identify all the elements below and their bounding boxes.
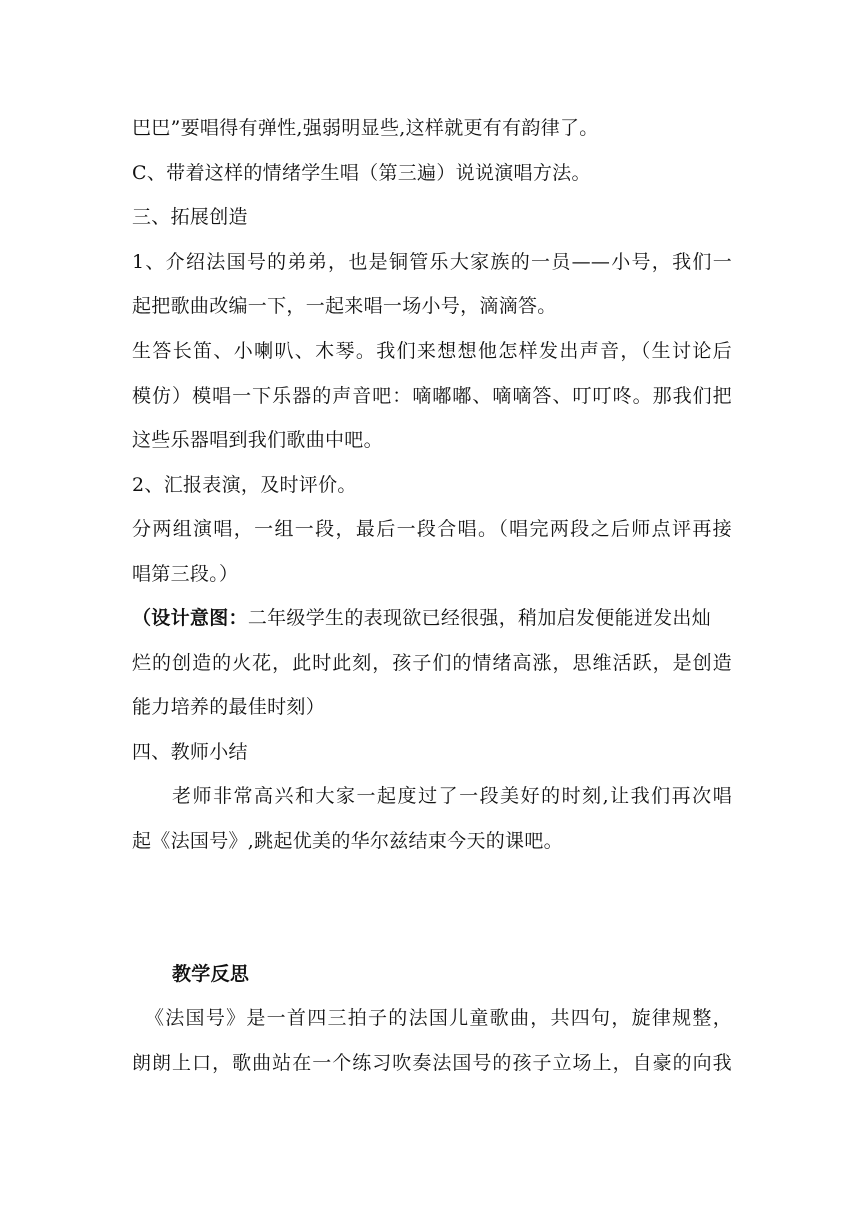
design-intent-line: [132, 605, 732, 631]
paragraph-line: 模仿）模唱一下乐器的声音吧：嘀嘟嘟、嘀嘀答、叮叮咚。那我们把: [132, 385, 732, 407]
paragraph-line: 朗朗上口，歌曲站在一个练习吹奏法国号的孩子立场上，自豪的向我: [132, 1052, 732, 1074]
design-intent-label: （设计意图：: [132, 607, 248, 629]
paragraph-line: 起把歌曲改编一下，一起来唱一场小号，滴滴答。: [132, 295, 557, 317]
section-heading: 四、教师小结: [132, 741, 248, 763]
paragraph-line: 1、介绍法国号的弟弟，也是铜管乐大家族的一员——小号，我们一: [132, 251, 732, 273]
paragraph-line: 烂的创造的火花，此时此刻，孩子们的情绪高涨，思维活跃，是创造: [132, 652, 732, 674]
paragraph-line: 巴巴”要唱得有弹性,强弱明显些,这样就更有有韵律了。: [132, 117, 599, 139]
reflection-heading: 教学反思: [172, 963, 250, 985]
paragraph-line: 生答长笛、小喇叭、木琴。我们来想想他怎样发出声音，（生讨论后: [132, 340, 732, 362]
design-intent-text: 二年级学生的表现欲已经很强，稍加启发便能迸发出灿: [247, 607, 712, 629]
paragraph-line: 分两组演唱，一组一段，最后一段合唱。（唱完两段之后师点评再接: [132, 518, 732, 540]
paragraph-line: 2、汇报表演，及时评价。: [132, 474, 357, 496]
section-heading: 三、拓展创造: [132, 206, 248, 228]
paragraph-line: C、带着这样的情绪学生唱（第三遍）说说演唱方法。: [132, 162, 591, 184]
paragraph-line: 能力培养的最佳时刻）: [132, 696, 326, 718]
paragraph-line: 老师非常高兴和大家一起度过了一段美好的时刻,让我们再次唱: [172, 785, 732, 807]
paragraph-line: 起《法国号》,跳起优美的华尔兹结束今天的课吧。: [132, 830, 563, 852]
paragraph-line: 《法国号》是一首四三拍子的法国儿童歌曲，共四句，旋律规整，: [145, 1007, 732, 1029]
paragraph-line: 唱第三段。）: [132, 563, 239, 585]
paragraph-line: 这些乐器唱到我们歌曲中吧。: [132, 429, 383, 451]
